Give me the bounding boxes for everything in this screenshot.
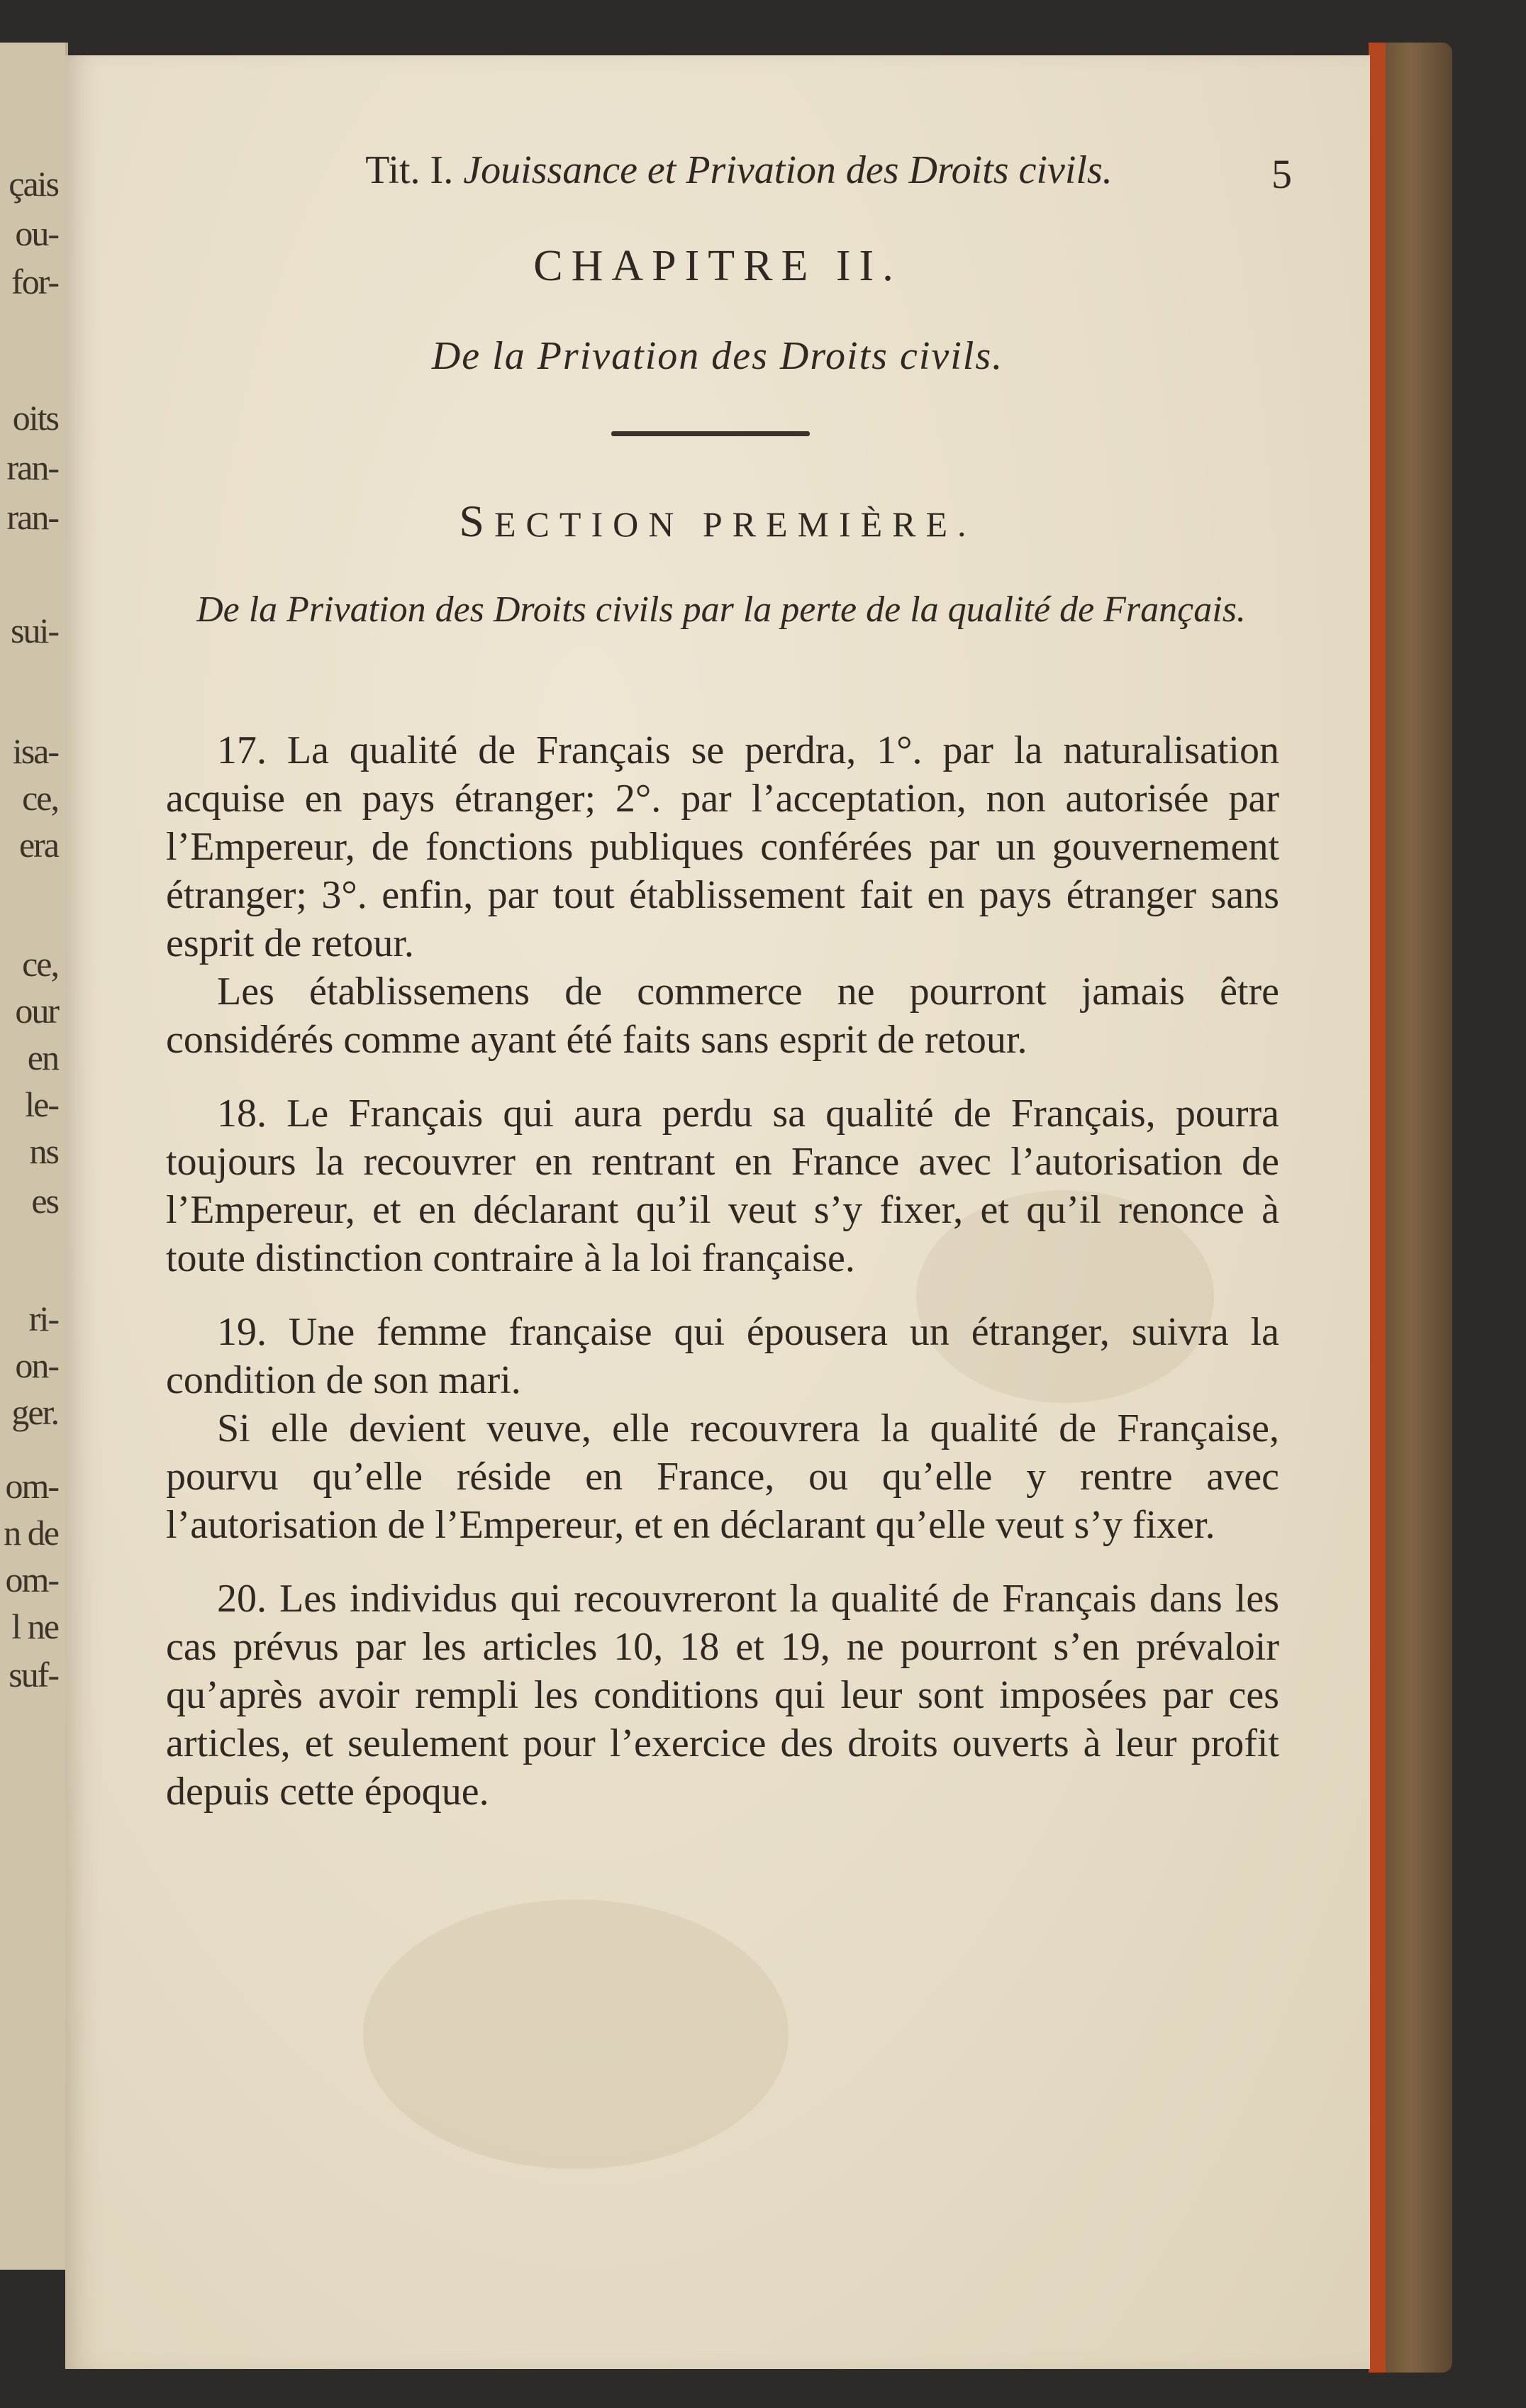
facing-page-fragment: for- bbox=[11, 262, 58, 301]
section-title-initial: S bbox=[459, 496, 495, 546]
facing-page-fragment: le- bbox=[25, 1084, 58, 1124]
facing-page-fragment: oits bbox=[12, 398, 58, 438]
facing-page-fragment: suf- bbox=[9, 1655, 58, 1694]
page-number: 5 bbox=[1271, 151, 1292, 197]
book-page bbox=[65, 55, 1370, 2369]
section-title-rest: ECTION PREMIÈRE. bbox=[494, 504, 976, 544]
facing-page-fragment: ri- bbox=[28, 1299, 58, 1338]
ornamental-rule bbox=[611, 431, 810, 436]
facing-page-fragment: en bbox=[27, 1038, 58, 1077]
chapter-subtitle: De la Privation des Droits civils. bbox=[431, 334, 1004, 378]
facing-page-fragment: our bbox=[15, 991, 58, 1031]
running-head-title: Jouissance et Privation des Droits civils. bbox=[463, 148, 1113, 192]
article-17: 17. La qualité de Français se perdra, 1°. par la naturalisation acquise en pays étranger; 2°. par l’acceptation, non autorisée par l’Empereur, de fonctions publiques conférées par un gouvernement étranger; 3°. enfin, par tout établissement fait en pays étranger sans esprit de retour. bbox=[166, 728, 1279, 965]
facing-page-fragment: çais bbox=[9, 164, 58, 204]
facing-page-fragment: ou- bbox=[15, 213, 58, 253]
facing-page-fragment: l ne bbox=[11, 1607, 58, 1646]
article-20: 20. Les individus qui recouvreront la qualité de Français dans les cas prévus par les articles 10, 18 et 19, ne pourront s’en prévaloir qu’après avoir rempli les conditions qui leur sont imposées par ces articles, et seulement pour l’exercice des droits ouverts à leur profit depuis cette époque. bbox=[166, 1577, 1279, 1814]
book-binding bbox=[1369, 43, 1452, 2373]
facing-page-fragment: ns bbox=[29, 1131, 58, 1171]
facing-page-fragment: isa- bbox=[12, 731, 58, 771]
paper-stain bbox=[363, 1899, 789, 2169]
section-subtitle: De la Privation des Droits civils par la perte de la qualité de Français. bbox=[196, 589, 1246, 630]
section-title bbox=[65, 495, 1370, 548]
article-19: 19. Une femme française qui épousera un étranger, suivra la condition de son mari. bbox=[166, 1310, 1279, 1402]
facing-page-fragment: ran- bbox=[6, 497, 58, 537]
running-head-text bbox=[285, 148, 1193, 193]
running-head-prefix: Tit. I. bbox=[365, 148, 454, 192]
facing-page-edge bbox=[0, 43, 68, 2270]
running-head bbox=[214, 148, 1292, 211]
article-17-continuation: Les établissemens de commerce ne pourront jamais être considérés comme ayant été faits sans esprit de retour. bbox=[166, 970, 1279, 1062]
facing-page-fragment: sui- bbox=[11, 611, 58, 650]
body-text bbox=[166, 726, 1279, 1816]
chapter-title: CHAPITRE II. bbox=[533, 242, 902, 290]
facing-page-fragment: n de bbox=[4, 1513, 58, 1553]
facing-page-fragment: ger. bbox=[11, 1392, 58, 1432]
article-18: 18. Le Français qui aura perdu sa qualité de Français, pourra toujours la recouvrer en rentrant en France avec l’autorisation de l’Empereur, et en déclarant qu’il veut s’y fixer, et qu’il renonce à toute distinction contraire à la loi française. bbox=[166, 1092, 1279, 1280]
facing-page-fragment: era bbox=[18, 825, 58, 865]
facing-page-fragment: om- bbox=[5, 1466, 58, 1506]
facing-page-fragment: ran- bbox=[6, 448, 58, 487]
facing-page-fragment: es bbox=[31, 1181, 58, 1221]
facing-page-fragment: ce, bbox=[22, 778, 58, 818]
facing-page-fragment: ce, bbox=[22, 944, 58, 984]
article-19-continuation: Si elle devient veuve, elle recouvrera la qualité de Française, pourvu qu’elle réside en France, ou qu’elle y rentre avec l’autorisation de l’Empereur, et en déclarant qu’elle veut s’y fixer. bbox=[166, 1406, 1279, 1547]
facing-page-fragment: on- bbox=[15, 1346, 58, 1385]
facing-page-fragment: om- bbox=[5, 1560, 58, 1599]
